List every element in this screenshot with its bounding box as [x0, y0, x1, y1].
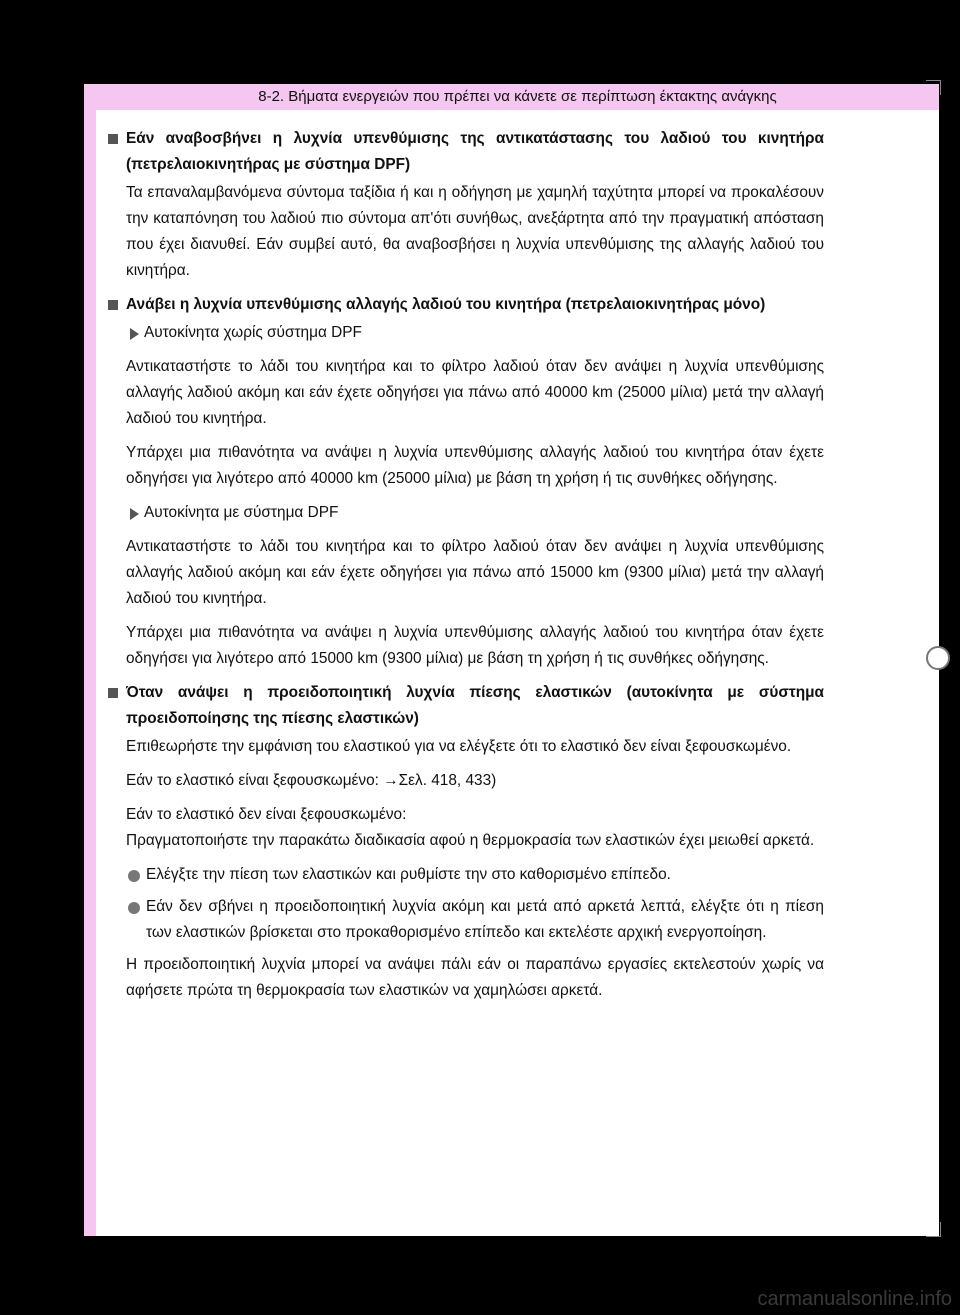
circle-bullet-icon [128, 902, 140, 914]
crop-mark-icon [926, 1222, 941, 1237]
paragraph: Η προειδοποιητική λυχνία μπορεί να ανάψει πάλι εάν οι παραπάνω εργασίες εκτελεστούν χωρίς να αφήσετε πρώτα τη θερμοκρασία των ελαστικών να χαμηλώσει αρκετά. [126, 956, 824, 999]
side-color-bar [84, 84, 96, 1236]
square-bullet-icon [108, 134, 118, 144]
square-bullet-icon [108, 300, 118, 310]
paragraph: Αντικαταστήστε το λάδι του κινητήρα και το φίλτρο λαδιού όταν δεν ανάψει η λυχνία υπενθύμισης αλλαγής λαδιού ακόμη και εάν έχετε οδηγήσει για πάνω από 40000 km (25000 μίλια) μετά την αλλαγή λαδιού του κινητήρα. [126, 358, 824, 427]
paragraph: Υπάρχει μια πιθανότητα να ανάψει η λυχνία υπενθύμισης αλλαγής λαδιού του κινητήρα όταν έχετε οδηγήσει για λιγότερο από 15000 km (9300 μίλια) με βάση τη χρήση ή τις συνθήκες οδήγησης. [126, 624, 824, 667]
paragraph: Αντικαταστήστε το λάδι του κινητήρα και το φίλτρο λαδιού όταν δεν ανάψει η λυχνία υπενθύμισης αλλαγής λαδιού ακόμη και εάν έχετε οδηγήσει για πάνω από 15000 km (9300 μίλια) μετά την αλλαγή λαδιού του κινητήρα. [126, 538, 824, 607]
triangle-bullet-icon [130, 328, 139, 340]
paragraph-page-reference: Εάν το ελαστικό είναι ξεφουσκωμένο: →Σελ. 418, 433) [126, 772, 497, 789]
section-heading-oil-blink: Εάν αναβοσβήνει η λυχνία υπενθύμισης της αντικατάστασης του λαδιού του κινητήρα (πετρελαιοκινητήρας με σύστημα DPF) [108, 126, 824, 178]
section-heading-oil-on: Ανάβει η λυχνία υπενθύμισης αλλαγής λαδιού του κινητήρα (πετρελαιοκινητήρας μόνο) [108, 292, 824, 318]
paragraph: Τα επαναλαμβανόμενα σύντομα ταξίδια ή και η οδήγηση με χαμηλή ταχύτητα μπορεί να προκαλέσουν την καταπόνηση του λαδιού πιο σύντομα απ'ότι συνήθως, ανεξάρτητα από την πραγματική απόσταση που έχει διανυθεί. Εάν συμβεί αυτό, θα αναβοσβήσει η λυχνία υπενθύμισης της αλλαγής λαδιού του κινητήρα. [126, 184, 824, 279]
footer-watermark: carmanualsonline.info [757, 1288, 952, 1310]
list-item: Εάν δεν σβήνει η προειδοποιητική λυχνία ακόμη και μετά από αρκετά λεπτά, ελέγξτε ότι η πίεση των ελαστικών βρίσκεται στο προκαθορισμένο επίπεδο και εκτελέστε αρχική ενεργοποίηση. [126, 894, 824, 946]
paragraph: Εάν το ελαστικό δεν είναι ξεφουσκωμένο: Πραγματοποιήστε την παρακάτω διαδικασία αφού η θερμοκρασία των ελαστικών έχει μειωθεί αρκετά. [126, 806, 815, 849]
list-item: Ελέγξτε την πίεση των ελαστικών και ρυθμίστε την στο καθορισμένο επίπεδο. [126, 862, 824, 888]
circle-bullet-icon [128, 870, 140, 882]
subheading-with-dpf: Αυτοκίνητα με σύστημα DPF [126, 500, 824, 526]
registration-mark-icon [926, 646, 950, 670]
subheading-no-dpf: Αυτοκίνητα χωρίς σύστημα DPF [126, 320, 824, 346]
square-bullet-icon [108, 688, 118, 698]
header-band [96, 84, 939, 110]
manual-page [84, 84, 939, 1236]
crop-mark-icon [926, 80, 941, 95]
content-body [126, 126, 824, 1012]
page-header-title: 8-2. Βήματα ενεργειών που πρέπει να κάνετε σε περίπτωση έκτακτης ανάγκης [258, 88, 777, 105]
section-heading-tire-pressure: Όταν ανάψει η προειδοποιητική λυχνία πίεσης ελαστικών (αυτοκίνητα με σύστημα προειδοποίησης της πίεσης ελαστικών) [108, 680, 824, 732]
triangle-bullet-icon [130, 508, 139, 520]
paragraph: Υπάρχει μια πιθανότητα να ανάψει η λυχνία υπενθύμισης αλλαγής λαδιού του κινητήρα όταν έχετε οδηγήσει για λιγότερο από 40000 km (25000 μίλια) με βάση τη χρήση ή τις συνθήκες οδήγησης. [126, 444, 824, 487]
paragraph: Επιθεωρήστε την εμφάνιση του ελαστικού για να ελέγξετε ότι το ελαστικό δεν είναι ξεφουσκωμένο. [126, 738, 792, 755]
